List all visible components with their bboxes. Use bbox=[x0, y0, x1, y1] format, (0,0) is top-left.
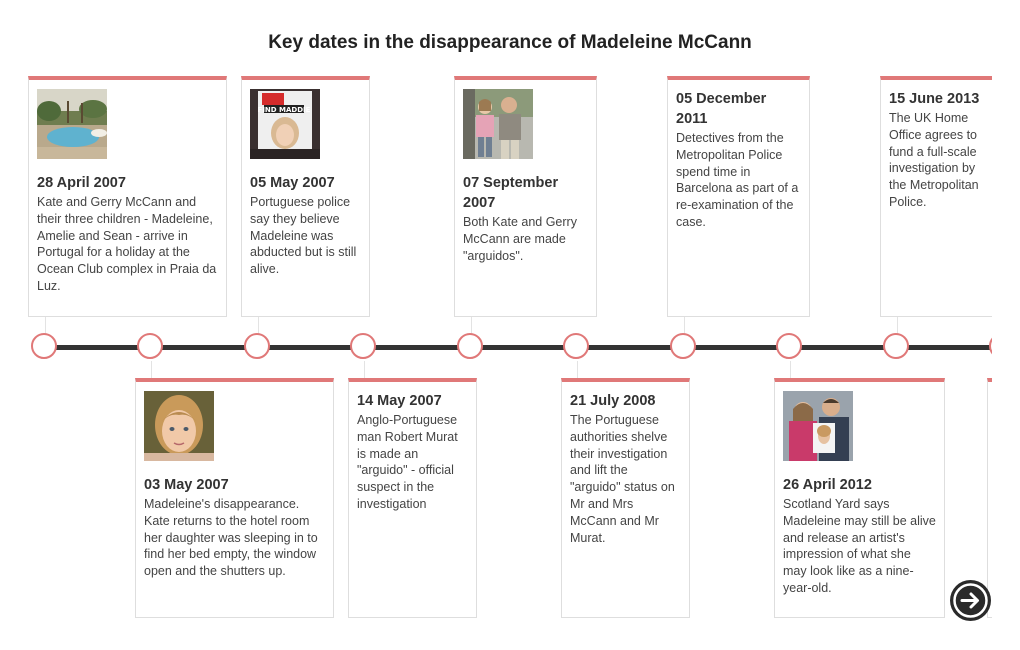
event-description: The UK Home Office agrees to fund a full-scale investigation by the Metropolitan Police. bbox=[889, 111, 979, 209]
timeline-axis bbox=[45, 345, 992, 350]
event-card[interactable] bbox=[561, 378, 690, 618]
event-card[interactable] bbox=[135, 378, 334, 618]
event-description: Portuguese police say they believe Madeleine was abducted but is still alive. bbox=[250, 195, 357, 277]
timeline-dot[interactable] bbox=[776, 333, 802, 359]
event-description: Kate and Gerry McCann and their three children - Madeleine, Amelie and Sean - arrive in Portugal for a holiday at the Ocean Club complex in Praia da Luz. bbox=[37, 195, 217, 293]
timeline-dot[interactable] bbox=[989, 333, 992, 359]
event-card[interactable] bbox=[454, 76, 597, 317]
event-date: 28 April 2007 bbox=[37, 175, 126, 191]
event-date: 21 July 2008 bbox=[570, 393, 656, 409]
timeline-dot[interactable] bbox=[670, 333, 696, 359]
mccanns-walking-photo bbox=[463, 89, 533, 159]
event-card[interactable] bbox=[241, 76, 370, 317]
event-description: Anglo-Portuguese man Robert Murat is made an "arguido" - official suspect in the investigation bbox=[357, 413, 458, 511]
event-date: 05 May 2007 bbox=[250, 175, 335, 191]
page-title: Key dates in the disappearance of Madeleine McCann bbox=[268, 32, 752, 53]
event-date: 05 December 2011 bbox=[676, 91, 767, 127]
arrow-right-icon bbox=[950, 580, 991, 621]
event-description: The Portuguese authorities shelve their investigation and lift the "arguido" status on Mr and Mrs McCann and Mr Murat. bbox=[570, 413, 675, 545]
event-card[interactable] bbox=[774, 378, 945, 618]
event-card[interactable] bbox=[348, 378, 477, 618]
madeleine-portrait-photo bbox=[144, 391, 214, 461]
svg-text:FIND MADDIE: FIND MADDIE bbox=[257, 106, 311, 114]
event-date: 14 May 2007 bbox=[357, 393, 442, 409]
mccanns-with-impression-photo bbox=[783, 391, 853, 461]
event-description: Both Kate and Gerry McCann are made "arguidos". bbox=[463, 215, 577, 263]
timeline-dot[interactable] bbox=[137, 333, 163, 359]
event-card[interactable] bbox=[880, 76, 992, 317]
event-date: 26 April 2012 bbox=[783, 477, 872, 493]
timeline-dot[interactable] bbox=[883, 333, 909, 359]
event-card[interactable] bbox=[667, 76, 810, 317]
event-date: 15 June 2013 bbox=[889, 91, 980, 107]
event-date: 03 May 2007 bbox=[144, 477, 229, 493]
timeline-dot[interactable] bbox=[457, 333, 483, 359]
event-description: Madeleine's disappearance. Kate returns to the hotel room her daughter was sleeping in to find her bed empty, the window open and the shutters up. bbox=[144, 497, 318, 579]
timeline-dot[interactable] bbox=[31, 333, 57, 359]
event-card[interactable] bbox=[28, 76, 227, 317]
event-date: 07 September 2007 bbox=[463, 175, 559, 211]
timeline-dot[interactable] bbox=[563, 333, 589, 359]
next-button[interactable] bbox=[950, 580, 991, 621]
find-maddie-poster-photo bbox=[250, 89, 320, 159]
event-description: Scotland Yard says Madeleine may still be alive and release an artist's impression of what she may look like as a nine-year-old. bbox=[783, 497, 936, 595]
timeline-dot[interactable] bbox=[244, 333, 270, 359]
timeline-dot[interactable] bbox=[350, 333, 376, 359]
resort-pool-photo bbox=[37, 89, 107, 159]
event-description: Detectives from the Metropolitan Police spend time in Barcelona as part of a re-examination of the case. bbox=[676, 131, 799, 229]
